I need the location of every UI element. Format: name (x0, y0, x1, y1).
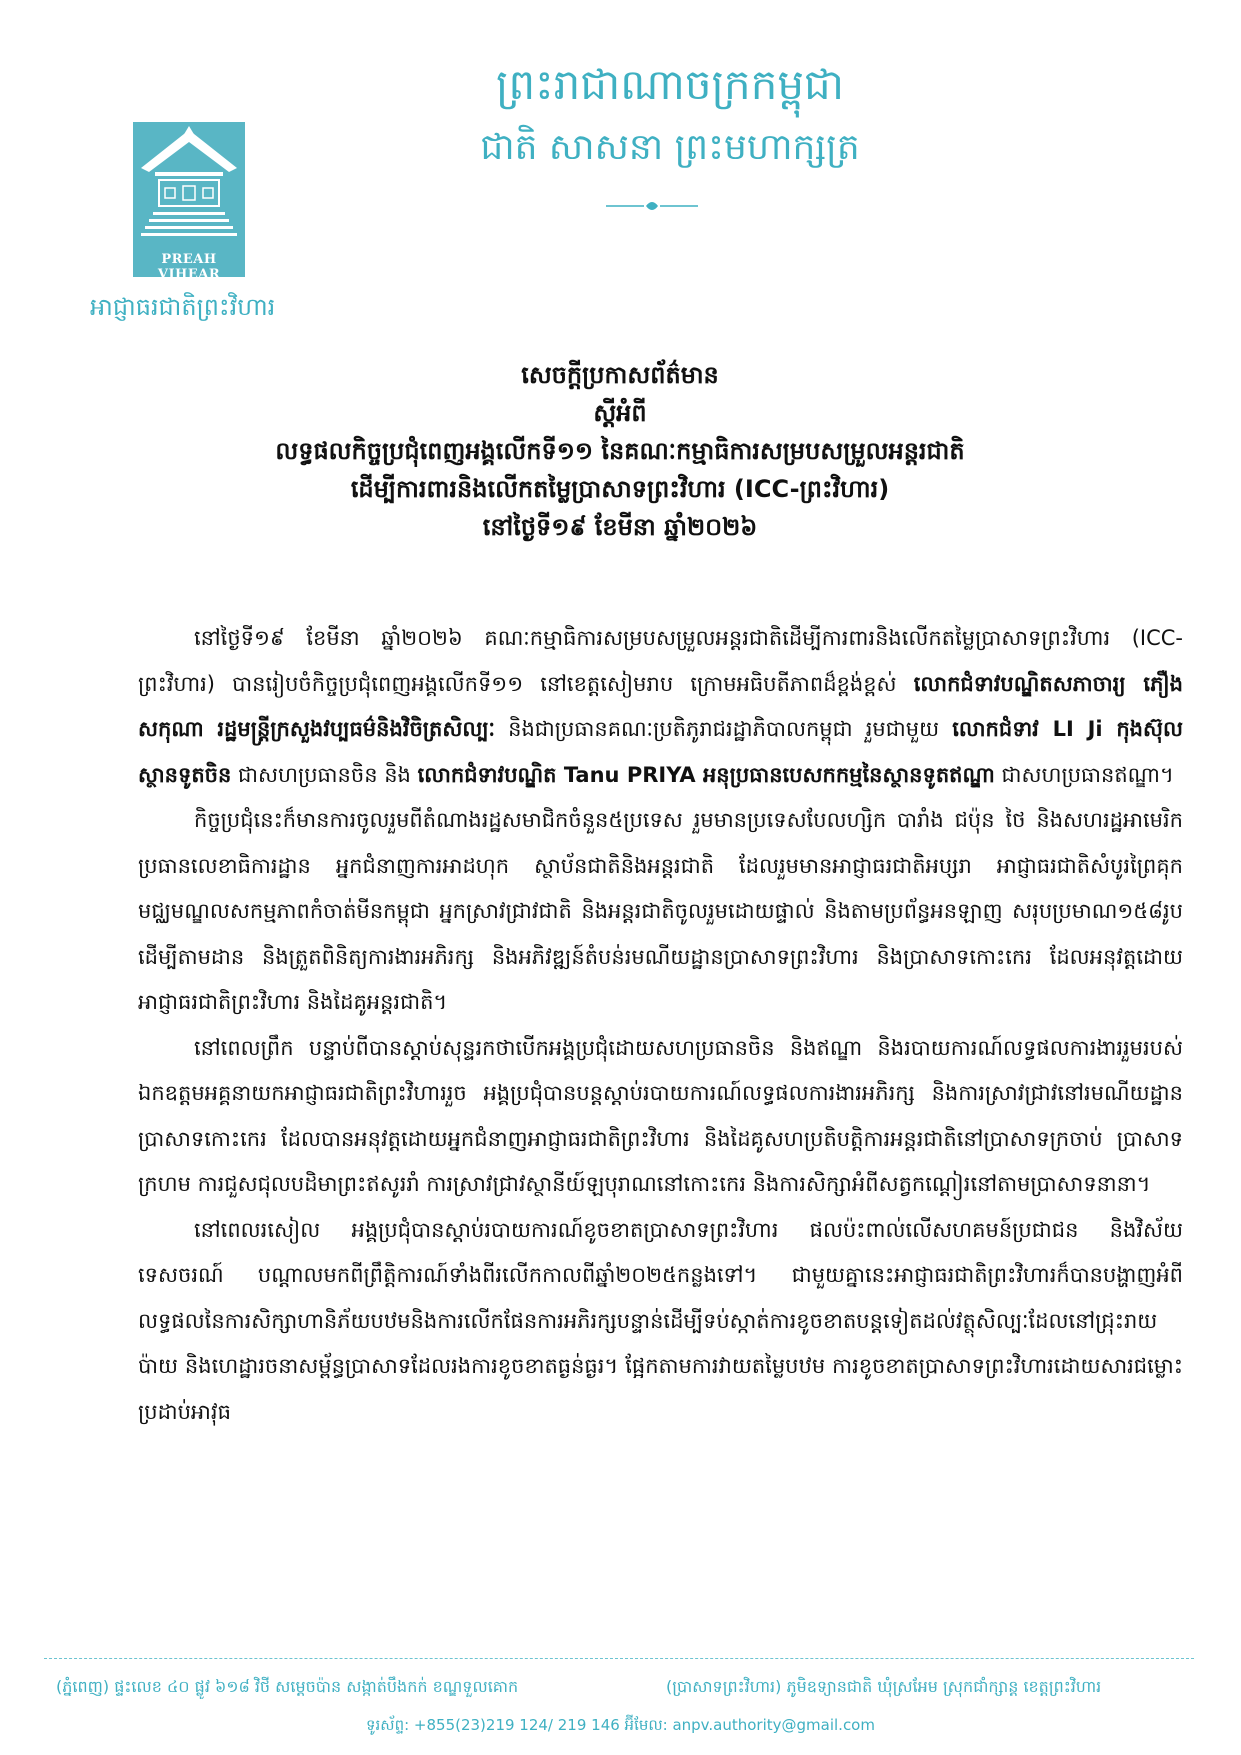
footer-address-phnom-penh: (ភ្នំពេញ) ផ្ទះលេខ ៤០ ផ្លូវ ៦១៨ វិថី សម្តេចប៉ាន សង្កាត់បឹងកក់ ខណ្ឌទួលគោក (56, 1677, 519, 1696)
co-chair-india: លោកជំទាវបណ្ឌិត Tanu PRIYA អនុប្រធានបេសកកម្មនៃស្ថានទូតឥណ្ឌា (417, 762, 995, 787)
kingdom-motto: ជាតិ សាសនា ព្រះមហាក្សត្រ (480, 127, 860, 168)
heading-topic-line1: លទ្ធផលកិច្ចប្រជុំពេញអង្គលើកទី១១ នៃគណៈកម្មាធិការសម្របសម្រួលអន្តរជាតិ (275, 437, 965, 465)
footer-divider (44, 1658, 1194, 1659)
heading-title: សេចក្តីប្រកាសព័ត៌មាន (521, 361, 719, 389)
footer-contact: ទូរស័ព្ទ: +855(23)219 124/ 219 146 អ៊ីមែល: anpv.authority@gmail.com (366, 1716, 875, 1734)
kingdom-title: ព្រះរាជាណាចក្រកម្ពុជា (495, 60, 845, 109)
press-release-body (138, 616, 1183, 1435)
press-release-heading (160, 356, 1080, 546)
co-chair-china: លោកជំទាវ LI Ji កុងស៊ុលស្ថានទូតចិន (138, 717, 1183, 787)
heading-date: នៅថ្ងៃទី១៩ ខែមីនា ឆ្នាំ២០២៦ (482, 513, 758, 541)
logo (133, 122, 245, 282)
logo-caption: PREAH VIHEAR (157, 252, 221, 282)
paragraph-1: នៅថ្ងៃទី១៩ ខែមីនា ឆ្នាំ២០២៦ គណៈកម្មាធិការសម្របសម្រួលអន្តរជាតិដើម្បីការពារនិងលើកតម្លៃប្រាសាទព្រះវិហារ (ICC-ព្រះវិហារ) បានរៀបចំកិច្ចប្រជុំពេញអង្គលើកទី១១ នៅខេត្តសៀមរាប ក្រោមអធិបតីភាពដ៏ខ្ពង់ខ្ពស់ លោកជំទាវបណ្ឌិតសភាចារ្យ ភឿង សកុណា រដ្ឋមន្ត្រីក្រសួងវប្បធម៌និងវិចិត្រសិល្បៈ និងជាប្រធានគណៈប្រតិភូរាជរដ្ឋាភិបាលកម្ពុជា រួមជាមួយ លោកជំទាវ LI Ji កុងស៊ុលស្ថានទូតចិន ជាសហប្រធានចិន និង លោកជំទាវបណ្ឌិត Tanu PRIYA អនុប្រធានបេសកកម្មនៃស្ថានទូតឥណ្ឌា ជាសហប្រធានឥណ្ឌា។ (138, 626, 1183, 787)
footer-address-preah-vihear: (ប្រាសាទព្រះវិហារ) ភូមិឧទ្យានជាតិ ឃុំស្រអែម ស្រុកជាំក្សាន្ត ខេត្តព្រះវិហារ (666, 1677, 1102, 1696)
paragraph-4: នៅពេលរសៀល អង្គប្រជុំបានស្តាប់របាយការណ៍ខូចខាតប្រាសាទព្រះវិហារ ផលប៉ះពាល់លើសហគមន៍ប្រជាជន និងវិស័យទេសចរណ៍ បណ្តាលមកពីព្រឹត្តិការណ៍ទាំងពីរលើកកាលពីឆ្នាំ២០២៥កន្លងទៅ។ ជាមួយគ្នានេះអាជ្ញាធរជាតិព្រះវិហារក៏បានបង្ហាញអំពីលទ្ធផលនៃការសិក្សាហានិភ័យបឋមនិងការលើកផែនការអភិរក្សបន្ទាន់ដើម្បីទប់ស្កាត់ការខូចខាតបន្តទៀតដល់វត្ថុសិល្បៈដែលនៅជ្រុះរាយប៉ាយ និងហេដ្ឋារចនាសម្ព័ន្ធប្រាសាទដែលរងការខូចខាតធ្ងន់ធ្ងរ។ ផ្អែកតាមការវាយតម្លៃបឋម ការខូចខាតប្រាសាទព្រះវិហារដោយសារជម្លោះប្រដាប់អាវុធ (138, 1217, 1183, 1424)
heading-subject: ស្តីអំពី (593, 399, 647, 427)
paragraph-3: នៅពេលព្រឹក បន្ទាប់ពីបានស្តាប់សុន្ទរកថាបើកអង្គប្រជុំដោយសហប្រធានចិន និងឥណ្ឌា និងរបាយការណ៍លទ្ធផលការងាររួមរបស់ ឯកឧត្តមអគ្គនាយកអាជ្ញាធរជាតិព្រះវិហាររួច អង្គប្រជុំបានបន្តស្តាប់របាយការណ៍លទ្ធផលការងារអភិរក្ស និងការស្រាវជ្រាវនៅរមណីយដ្ឋានប្រាសាទកោះកេរ ដែលបានអនុវត្តដោយអ្នកជំនាញអាជ្ញាធរជាតិព្រះវិហារ និងដៃគូសហប្រតិបត្តិការអន្តរជាតិនៅប្រាសាទក្រចាប់ ប្រាសាទក្រហម ការជួសជុលបដិមាព្រះឥសូររាំ ការស្រាវជ្រាវស្ថានីយ៍ឡបុរាណនៅកោះកេរ និងការសិក្សាអំពីសត្វកណ្តៀរនៅតាមប្រាសាទនានា។ (138, 1035, 1183, 1196)
agency-name: អាជ្ញាធរជាតិព្រះវិហារ (90, 293, 276, 321)
ornament-divider-icon (602, 198, 702, 214)
chairperson-name: លោកជំទាវបណ្ឌិតសភាចារ្យ ភឿង សកុណា រដ្ឋមន្ត្រីក្រសួងវប្បធម៌និងវិចិត្រសិល្បៈ (138, 671, 1183, 741)
heading-topic-line2: ដើម្បីការពារនិងលើកតម្លៃប្រាសាទព្រះវិហារ (ICC-ព្រះវិហារ) (350, 475, 890, 503)
paragraph-2: កិច្ចប្រជុំនេះក៏មានការចូលរួមពីតំណាងរដ្ឋសមាជិកចំនួន៥ប្រទេស រួមមានប្រទេសបែលហ្សិក បារាំង ជប៉ុន ថៃ និងសហរដ្ឋអាមេរិក ប្រធានលេខាធិការដ្ឋាន អ្នកជំនាញការអាដហុក ស្ថាប័នជាតិនិងអន្តរជាតិ ដែលរួមមានអាជ្ញាធរជាតិអប្សរា អាជ្ញាធរជាតិសំបូរព្រៃគុក មជ្ឈមណ្ឌលសកម្មភាពកំចាត់មីនកម្ពុជា អ្នកស្រាវជ្រាវជាតិ និងអន្តរជាតិចូលរួមដោយផ្ទាល់ និងតាមប្រព័ន្ធអនឡាញ សរុបប្រមាណ១៥៨រូប ដើម្បីតាមដាន និងត្រួតពិនិត្យការងារអភិរក្ស និងអភិវឌ្ឍន៍តំបន់រមណីយដ្ឋានប្រាសាទព្រះវិហារ និងប្រាសាទកោះកេរ ដែលអនុវត្តដោយអាជ្ញាធរជាតិព្រះវិហារ និងដៃគូអន្តរជាតិ។ (138, 808, 1183, 1014)
